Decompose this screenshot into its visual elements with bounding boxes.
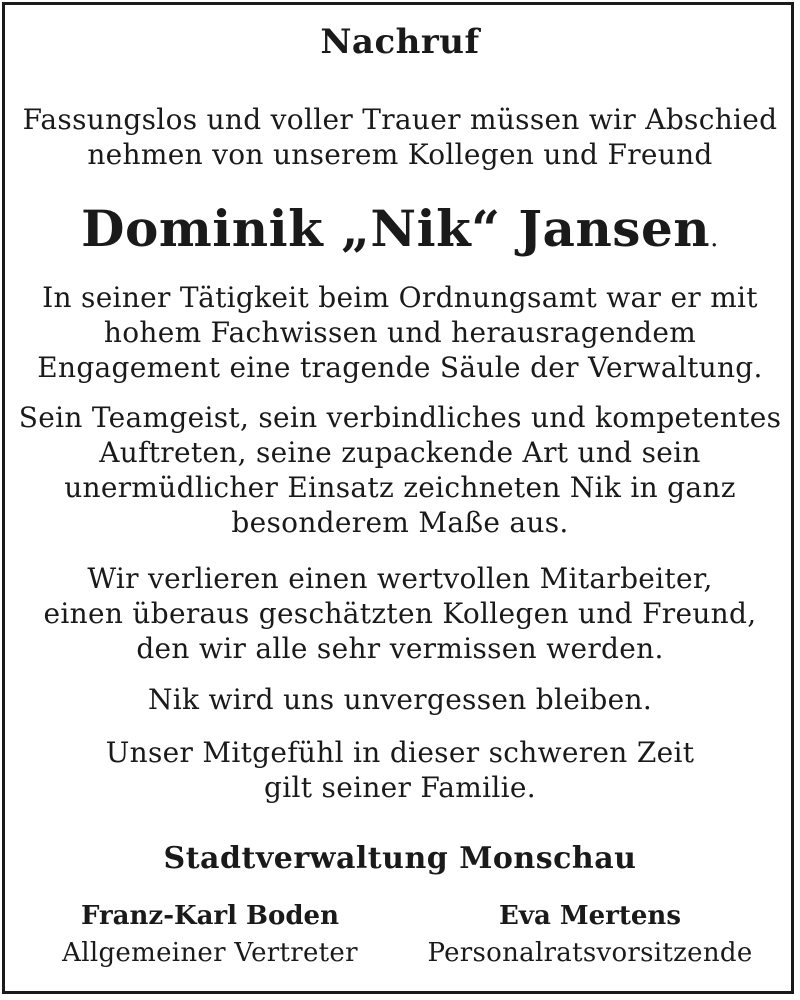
paragraph-remembrance: [0, 682, 800, 717]
text-line: Unser Mitgefühl in dieser schweren Zeit: [105, 736, 695, 769]
text-line: Auftreten, seine zupackende Art und sein: [99, 436, 701, 469]
text-line: gilt seiner Familie.: [264, 771, 536, 804]
signatory-right: [400, 898, 780, 972]
deceased-name-text: Dominik „Nik“ Jansen: [81, 199, 711, 258]
text-line: unermüdlicher Einsatz zeichneten Nik in ganz: [64, 471, 736, 504]
text-line: Nik wird uns unvergessen bleiben.: [147, 683, 653, 716]
text-line: Sein Teamgeist, sein verbindliches und kompetentes: [18, 401, 782, 434]
organization-name: Stadtverwaltung Monschau: [163, 841, 637, 876]
paragraph-condolence: [0, 735, 800, 805]
signatory-name: Eva Mertens: [499, 901, 681, 931]
text-line: Fassungslos und voller Trauer müssen wir Abschied: [22, 103, 778, 136]
deceased-name: [0, 198, 800, 269]
text-line: besonderem Maße aus.: [231, 506, 569, 539]
text-line: Wir verlieren einen wertvollen Mitarbeiter,: [87, 562, 713, 595]
page-title: Nachruf: [320, 22, 480, 62]
text-line: einen überaus geschätzten Kollegen und Freund,: [43, 597, 757, 630]
text-line: hohem Fachwissen und herausragendem: [103, 316, 697, 349]
signatory-role: Personalratsvorsitzende: [427, 938, 753, 968]
signatory-name: Franz-Karl Boden: [80, 901, 340, 931]
intro-paragraph: [0, 102, 800, 172]
text-line: den wir alle sehr vermissen werden.: [136, 632, 664, 665]
signatory-role: Allgemeiner Vertreter: [62, 938, 358, 968]
text-line: nehmen von unserem Kollegen und Freund: [87, 138, 713, 171]
text-line: Engagement eine tragende Säule der Verwaltung.: [37, 351, 763, 384]
paragraph-role: [0, 280, 800, 385]
text-line: In seiner Tätigkeit beim Ordnungsamt war er mit: [42, 281, 758, 314]
deceased-name-suffix: .: [710, 223, 719, 253]
signatory-left: [20, 898, 400, 972]
paragraph-loss: [0, 561, 800, 666]
paragraph-character: [0, 400, 800, 540]
